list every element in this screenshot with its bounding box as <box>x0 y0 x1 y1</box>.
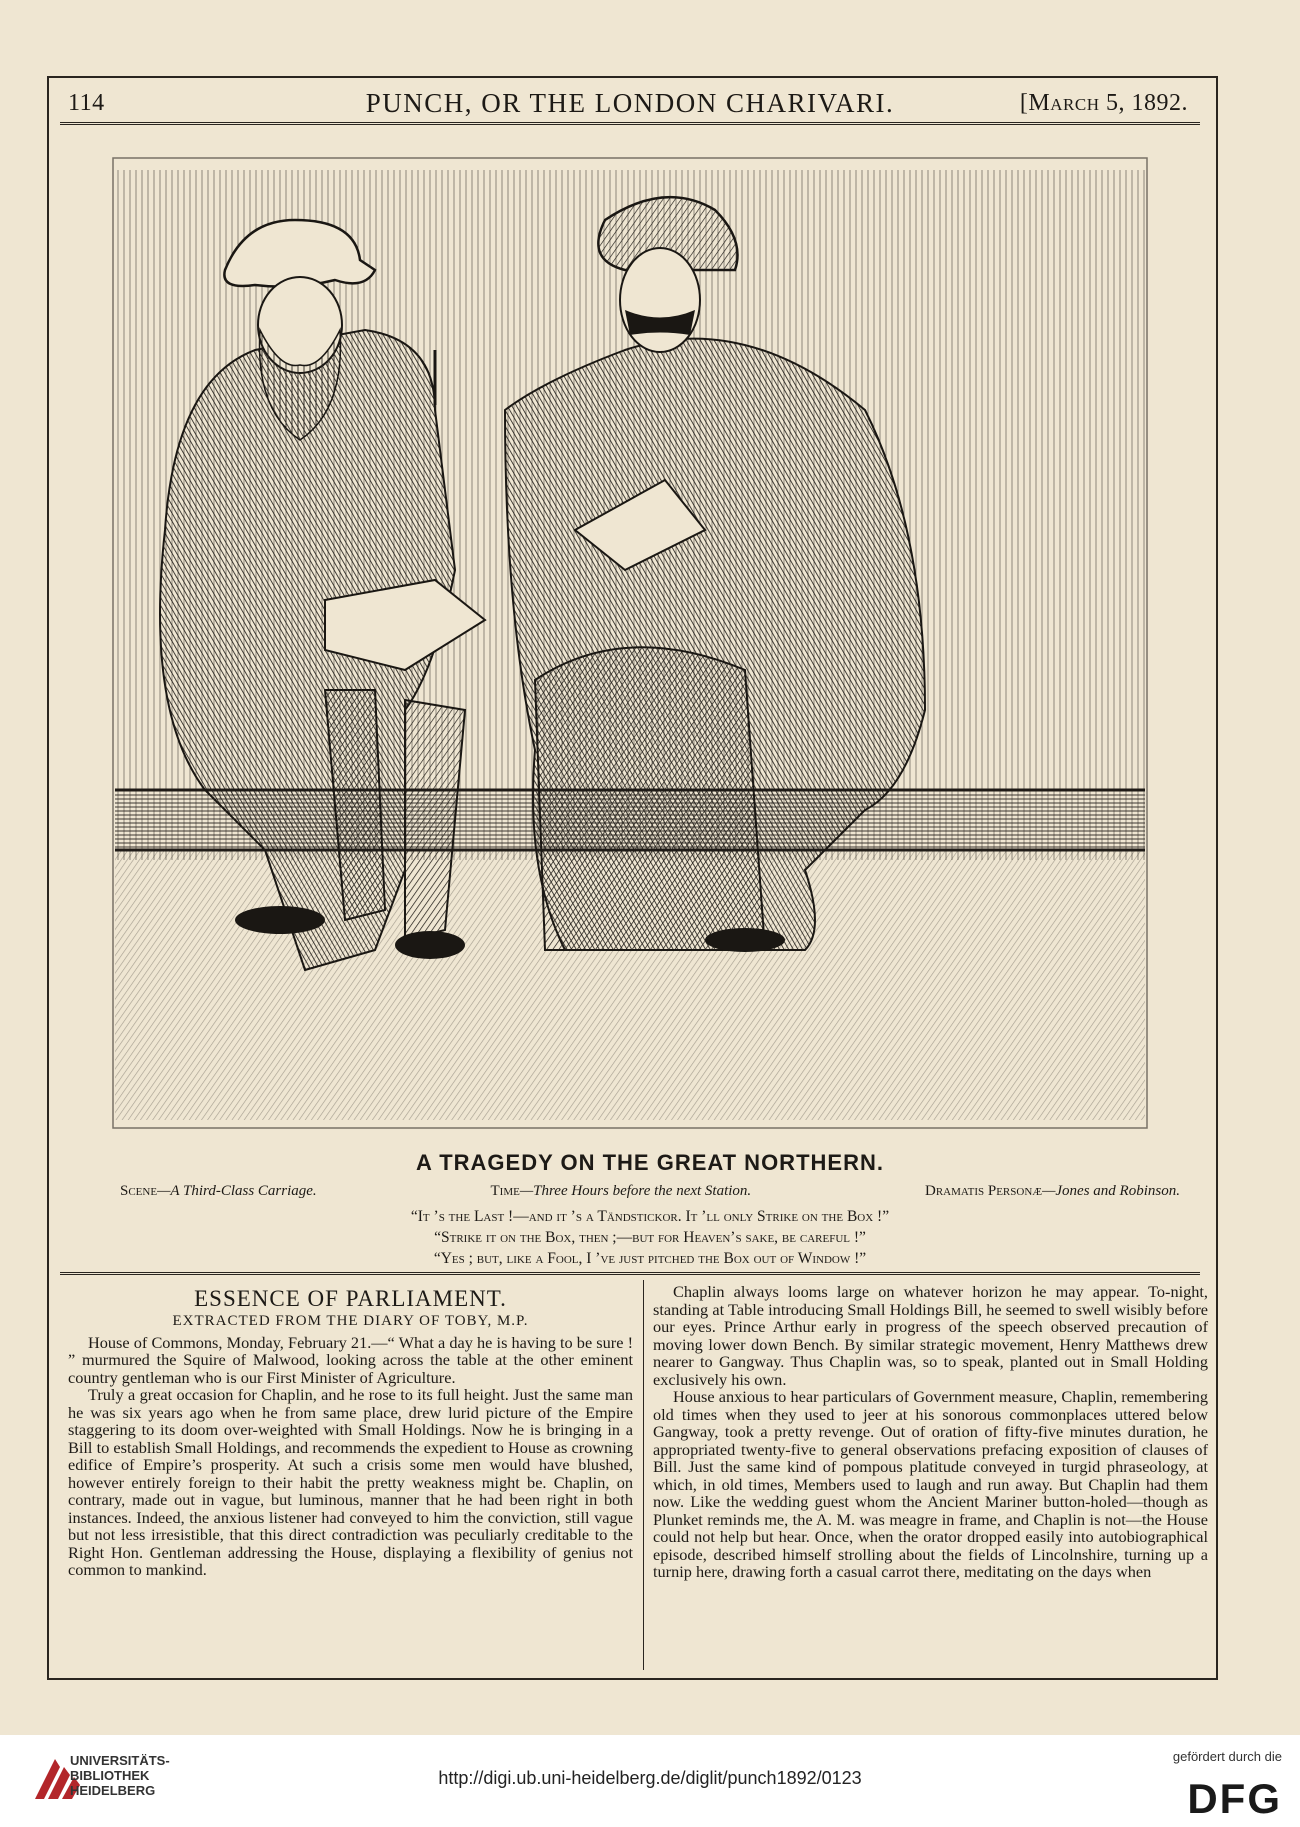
permalink[interactable]: http://digi.ub.uni-heidelberg.de/diglit/punch1892/0123 <box>438 1768 862 1788</box>
running-header <box>60 86 1200 122</box>
page-number: 114 <box>68 90 105 116</box>
time-description: Time—Three Hours before the next Station. <box>490 1183 752 1199</box>
paragraph: House of Commons, Monday, February 21.—“ What a day he is having to be sure ! ” murmured the Squire of Malwood, looking across the table at the other eminent country gentleman who is our First Minister of Agriculture. <box>68 1332 633 1387</box>
viewer-footer <box>0 1735 1300 1827</box>
persons-description: Dramatis Personæ—Jones and Robinson. <box>925 1183 1180 1199</box>
dialogue-line: “It ’s the Last !—and it ’s a Tändstickor. It ’ll only Strike on the Box !” <box>410 1208 890 1225</box>
article-right-column <box>653 1283 1208 1581</box>
header-rule <box>60 122 1200 125</box>
column-divider <box>643 1280 644 1670</box>
cartoon-dialogue <box>0 1206 1300 1269</box>
issue-date: [March 5, 1892. <box>1019 90 1188 116</box>
cartoon-title: A TRAGEDY ON THE GREAT NORTHERN. <box>416 1150 884 1175</box>
cartoon-illustration <box>105 150 1155 1135</box>
paragraph: Chaplin always looms large on whatever horizon he may appear. To-night, standing at Table introducing Small Holdings Bill, he seemed to swell wisibly before our eyes. Prince Arthur early in progress of the speech observed precaution of moving lower down Bench. By similar strategic movement, Henry Matthews drew nearer to Gangway. Thus Chaplin was, so to speak, planted out in Small Holding exclusively his own. <box>653 1282 1208 1389</box>
dfg-logo[interactable]: DFG <box>1187 1775 1282 1822</box>
article-heading: ESSENCE OF PARLIAMENT. <box>194 1286 507 1311</box>
scene-description: Scene—A Third-Class Carriage. <box>120 1183 317 1199</box>
paragraph: Truly a great occasion for Chaplin, and he rose to its full height. Just the same man he was six years ago when he from same place, drew lurid picture of the Empire staggering to its doom over-weighted with Small Holdings. Now he is bringing in a Bill to establish Small Holdings, and recommends the expedient to House as crowning edifice of Empire’s prosperity. At such a crisis some men would have blushed, however entirely foreign to their habit the pretty weakness might be. Chaplin, on contrary, made out in vague, but luminous, manner that he had been right in both instances. Indeed, the anxious listener had conveyed to him the conviction, still vague but not less irresistible, that this direct contradiction was peculiarly creditable to the Right Hon. Gentleman addressing the House, displaying a flexibility of genius not common to mankind. <box>68 1385 633 1579</box>
library-name: UNIVERSITÄTS- BIBLIOTHEK HEIDELBERG <box>70 1753 170 1798</box>
scene-line <box>120 1183 1180 1200</box>
dialogue-line: “Yes ; but, like a Fool, I ’ve just pitched the Box out of Window !” <box>433 1250 867 1267</box>
publication-title: PUNCH, OR THE LONDON CHARIVARI. <box>365 88 895 118</box>
article-subheading: EXTRACTED FROM THE DIARY OF TOBY, M.P. <box>172 1313 529 1329</box>
funded-by-label: gefördert durch die <box>1172 1749 1282 1764</box>
article-left-column <box>68 1283 633 1579</box>
section-rule <box>60 1272 1200 1275</box>
paragraph: House anxious to hear particulars of Government measure, Chaplin, remembering old times when they used to jeer at his sonorous commonplaces uttered below Gangway, took a pretty revenge. Out of oration of fifty-five minutes duration, he appropriated twenty-five to general observations prefacing exposition of clauses of Bill. Just the same kind of pompous platitude conveyed in turgid phraseology, at which, in old times, Members used to laugh and run away. But Chaplin had them now. Like the wedding guest whom the Ancient Mariner button-holed—though as Plunket reminds me, the A. M. was meagre in frame, and Chaplin is not—the House could not help but hear. Once, when the orator dropped easily into autobiographical episode, described himself strolling about the fields of Lincolnshire, turning up a turnip here, drawing forth a casual carrot there, meditating on the days when <box>653 1387 1208 1581</box>
dialogue-line: “Strike it on the Box, then ;—but for Heaven’s sake, be careful !” <box>434 1229 866 1246</box>
